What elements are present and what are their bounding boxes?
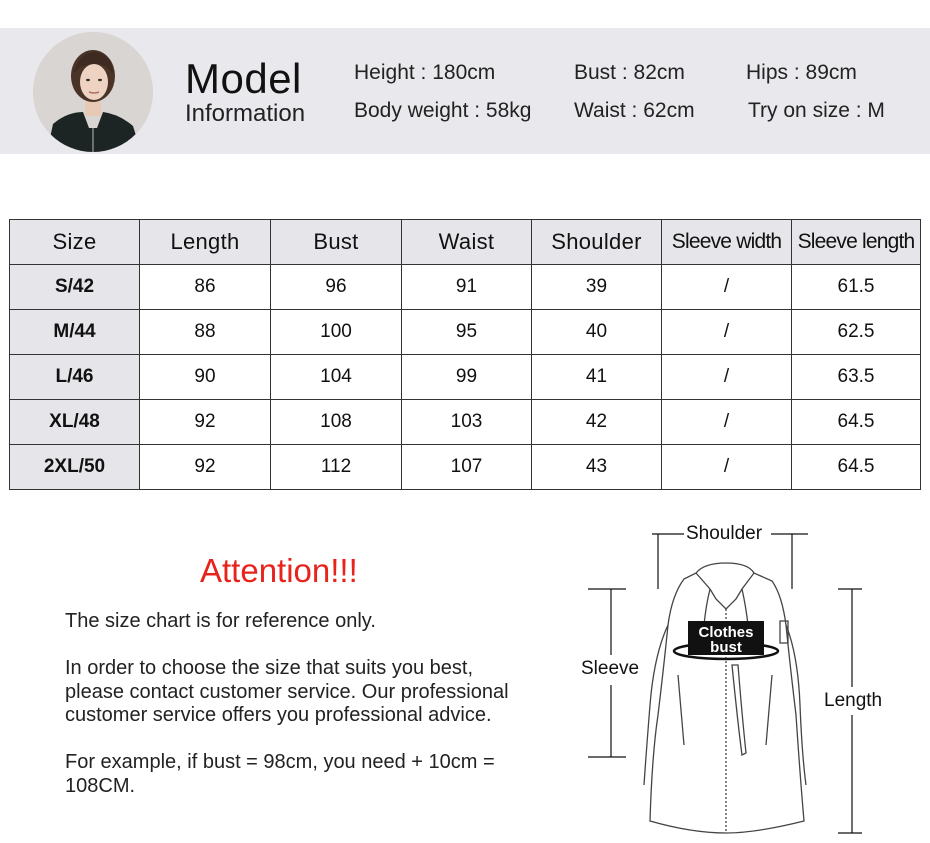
- cell-size: L/46: [10, 355, 140, 400]
- cell-shoulder: 40: [532, 310, 662, 355]
- cell-sleeve-width: /: [662, 265, 792, 310]
- cell-bust: 108: [271, 400, 402, 445]
- cell-waist: 107: [402, 445, 532, 490]
- header-sleeve-width: Sleeve width: [662, 220, 792, 265]
- cell-waist: 91: [402, 265, 532, 310]
- diagram-label-shoulder: Shoulder: [686, 523, 763, 544]
- cell-size: 2XL/50: [10, 445, 140, 490]
- model-try-on-size: Try on size : M: [748, 99, 885, 122]
- cell-waist: 99: [402, 355, 532, 400]
- header-size: Size: [10, 220, 140, 265]
- model-waist: Waist : 62cm: [574, 99, 695, 122]
- attention-heading: Attention!!!: [200, 552, 358, 589]
- cell-sleeve-width: /: [662, 355, 792, 400]
- table-header-row: [10, 220, 921, 265]
- cell-bust: 112: [271, 445, 402, 490]
- cell-size: M/44: [10, 310, 140, 355]
- cell-waist: 95: [402, 310, 532, 355]
- model-subtitle: Information: [185, 100, 306, 127]
- attention-reference-note: The size chart is for reference only.: [65, 610, 376, 632]
- cell-bust: 96: [271, 265, 402, 310]
- cell-length: 88: [140, 310, 271, 355]
- cell-length: 90: [140, 355, 271, 400]
- model-title: Model: [185, 55, 302, 102]
- cell-length: 92: [140, 445, 271, 490]
- cell-sleeve-width: /: [662, 445, 792, 490]
- cell-waist: 103: [402, 400, 532, 445]
- diagram-label-bust: bust: [710, 639, 742, 656]
- table-row: [10, 310, 921, 355]
- table-row: [10, 400, 921, 445]
- model-portrait-image: [33, 32, 153, 152]
- attention-advice-note: In order to choose the size that suits you best, please contact customer service. Our professional customer service offers you professional advice.: [65, 657, 509, 726]
- cell-shoulder: 42: [532, 400, 662, 445]
- table-row: [10, 265, 921, 310]
- cell-length: 86: [140, 265, 271, 310]
- cell-sleeve-length: 64.5: [792, 400, 921, 445]
- header-sleeve-length: Sleeve length: [792, 220, 921, 265]
- cell-sleeve-length: 63.5: [792, 355, 921, 400]
- size-chart-table: [9, 219, 921, 490]
- cell-size: S/42: [10, 265, 140, 310]
- header-waist: Waist: [402, 220, 532, 265]
- cell-sleeve-length: 62.5: [792, 310, 921, 355]
- measurement-diagram: [576, 515, 930, 838]
- cell-length: 92: [140, 400, 271, 445]
- header-length: Length: [140, 220, 271, 265]
- cell-shoulder: 41: [532, 355, 662, 400]
- model-hips: Hips : 89cm: [746, 61, 857, 84]
- model-bust: Bust : 82cm: [574, 61, 685, 84]
- cell-sleeve-width: /: [662, 400, 792, 445]
- cell-bust: 104: [271, 355, 402, 400]
- cell-shoulder: 43: [532, 445, 662, 490]
- header-shoulder: Shoulder: [532, 220, 662, 265]
- table-row: [10, 445, 921, 490]
- cell-sleeve-length: 61.5: [792, 265, 921, 310]
- cell-shoulder: 39: [532, 265, 662, 310]
- model-avatar: [33, 32, 153, 152]
- diagram-label-length: Length: [824, 690, 883, 711]
- diagram-label-sleeve: Sleeve: [581, 658, 640, 679]
- cell-bust: 100: [271, 310, 402, 355]
- table-row: [10, 355, 921, 400]
- cell-sleeve-length: 64.5: [792, 445, 921, 490]
- header-bust: Bust: [271, 220, 402, 265]
- attention-example-note: For example, if bust = 98cm, you need + 10cm = 108CM.: [65, 751, 495, 797]
- model-height: Height : 180cm: [354, 61, 496, 84]
- diagram-label-clothes: Clothes: [698, 624, 754, 641]
- cell-size: XL/48: [10, 400, 140, 445]
- cell-sleeve-width: /: [662, 310, 792, 355]
- model-weight: Body weight : 58kg: [354, 99, 532, 122]
